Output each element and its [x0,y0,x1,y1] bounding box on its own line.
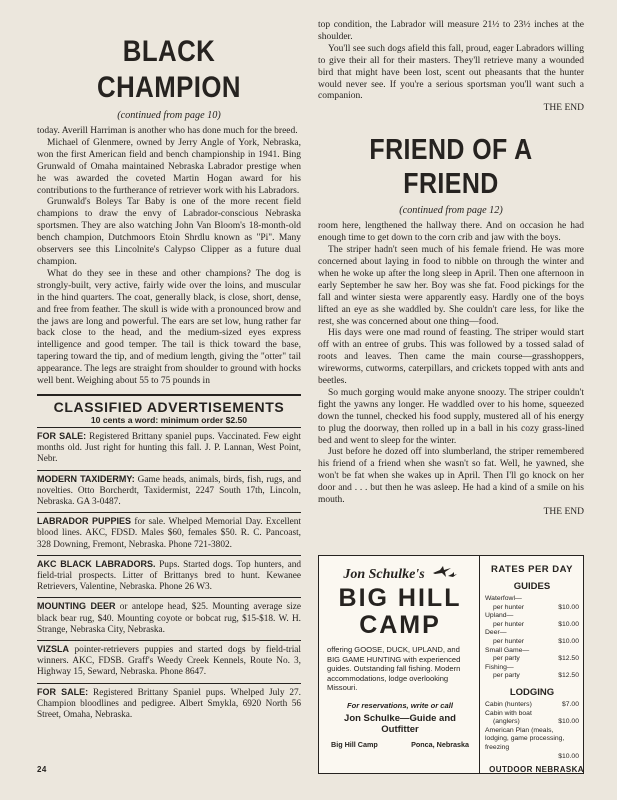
article-paragraph: today. Averill Harriman is another who has done much for the breed. [37,126,298,136]
rate-unit: per hunter [493,620,524,628]
rate-row [485,753,579,762]
article-paragraph: So much gorging would make anyone snoozy. The striper couldn't fight the yawns any longer. He waddled over to his home, squeezed down the tunnel, checked his food supply, mustered all of his energy to plug the doorway, then rolled up in a ball in his cozy grass-lined bed and went to sleep for the winter. [318,387,584,446]
ad-text: pointer-retrievers puppies and started dogs by field-trial winners. AKC, FDSB. Graff's Weedy Creek Kennels, Route No. 3, Highway 15, Seward, Nebraska. Phone 8647. [37,644,301,678]
article-paragraph: Michael of Glenmere, owned by Jerry Angle of York, Nebraska, won the first American field and bench championship in 1941. Bing Grunwald of Omaha maintained Nebraska Labrador prestige when he was awarded the coveted Martin Hogan award for his contributions to the furtherance of retriever work with his Labradors. [37,137,301,196]
rate-price: $10.00 [558,620,579,628]
article-paragraph: room here, lengthened the hallway there. And on occasion he had enough time to get down to the corn crib and jaw with the boys. [318,221,584,244]
ad-owner-name: Jon Schulke's [343,566,425,582]
friend-body [318,221,584,519]
classified-rate: 10 cents a word: minimum order $2.50 [90,414,248,425]
page-number: 24 [37,765,47,774]
classified-ad [37,512,301,555]
rate-label: Upland— [485,612,514,620]
article-paragraph: The striper hadn't seen much of his female friend. He was more concerned about laying in food to nibble on through the winter and when he woke up after the long sleep in April. Then one afternoon in early September he saw her. Boy was she fat. Food pickings for the fall and winter siesta were apparently easy. Hardly one of the boys lifted an eye as she waddled by. She couldn't care less, for like the rest, she was concerned about one thing—food. [318,245,584,327]
ad-lead: MODERN TAXIDERMY: [37,473,135,484]
black-champion-continuation [318,20,584,115]
paragraph-text: You'll see such dogs afield this fall, proud, eager Labradors willing to give their all for their masters. They'll retrieve many a wounded bird that might have been lost, scent out pheasants that the hunter would never see. If you're a serious sportsman you'll want such a companion. [318,43,584,102]
rate-label: Fishing— [485,663,514,671]
rate-unit: per hunter [493,637,524,645]
rate-label: Small Game— [485,646,530,654]
article-paragraph [318,447,584,518]
lodging-title: LODGING [509,686,555,698]
rate-label: Deer— [485,629,507,637]
classified-ad [37,597,301,640]
the-end-mark: THE END [543,103,584,114]
rate-price: $7.00 [561,700,579,708]
ad-lead: AKC BLACK LABRADORS. [37,558,156,569]
rate-row [485,621,579,630]
classified-ad [37,683,301,726]
rate-unit: (anglers) [493,718,520,726]
rate-price: $10.00 [558,752,579,760]
guides-title: GUIDES [513,581,551,592]
ad-text: Registered Brittany spaniel pups. Vaccinated. Few eight months old. Just right for hunting this fall. J. P. Lannan, West Point, Nebr. [37,431,301,465]
article-paragraph: What do they see in these and other champions? The dog is strongly-built, very active, fairly wide over the loins, and muscular in the hind quarters. The coat, generally black, is close, short, dense, and free from feather. The skull is wide with a pronounced brow and the jaws are long and powerful. The ears are set low, hung rather far back close to the head, and the medium-sized eyes express intelligence and good temper. The tail is thick toward the base, tapering toward the tip, and of medium length, giving the "otter" tail appearance. The legs are straight from shoulder to ground with hocks well bent. Weighing about 55 to 75 pounds in [37,268,301,387]
ad-lead: FOR SALE: [37,430,87,441]
black-champion-body [37,126,301,388]
classified-ad [37,640,301,683]
rate-row [485,604,579,613]
classified-divider [37,394,301,396]
the-end-mark: THE END [543,507,584,517]
ad-owner-line [327,564,473,585]
rate-price: $10.00 [558,603,579,611]
rates-title: RATES PER DAY [491,564,573,575]
ad-location: Ponca, Nebraska [411,739,469,749]
ad-title-line2: CAMP [359,611,441,639]
rate-row [485,718,579,727]
rate-label: Waterfowl— [485,595,522,602]
ad-text: for sale. Whelped Memorial Day. Excellent blood lines. AKC, FDSD. Males $60, females $50. R. C. Pancoast, 328 Downing, Fremont, Nebraska. Phone 721-3802. [37,517,301,550]
classified-ad [37,427,301,470]
page-footer [37,765,584,774]
rate-price: $12.50 [558,672,579,680]
flying-geese-icon [431,564,457,585]
article-paragraph: His days were one mad round of feasting. The striper would start off with an entree of grubs. This was followed by a tossed salad of roots and leaves. Then came the main course—grasshoppers, wireworms, cutworms, caterpillars, and crickets topped with ants and beetles. [318,328,584,387]
continued-note: (continued from page 12) [399,205,503,217]
rate-unit: per hunter [493,603,524,611]
big-hill-camp-ad [318,555,584,774]
ad-lead: LABRADOR PUPPIES [37,516,132,527]
magazine-name: OUTDOOR NEBRASKA [489,765,584,774]
ad-camp-name: Big Hill Camp [331,739,378,749]
ad-main-panel [319,556,479,773]
classified-title: CLASSIFIED ADVERTISEMENTS [53,398,285,415]
ad-text: Game heads, animals, birds, fish, rugs, and novelties. Otto Borcherdt, Taxidermist, 2247 South 17th, Lincoln, Nebraska. GA 3-0487. [37,474,301,507]
ad-address [327,740,473,749]
rate-row [485,672,579,681]
ad-lead: MOUNTING DEER [37,601,116,612]
ad-text: Pups. Started dogs. Top hunters, and field-trial prospects. Litter of Brittanys bred to hunt. Kewanee Retrievers, Valentine, Nebraska. Phone 26 W3. [37,559,301,593]
ad-text: Registered Brittany Spaniel pups. Whelped July 27. Champion bloodlines and pedigree. Albert Smykla, 6920 North 56 Street, Omaha, Nebraska. [37,687,301,720]
rate-price: $10.00 [558,637,579,645]
ad-title-line1: BIG HILL [338,584,462,612]
ad-lead: VIZSLA [37,643,70,654]
rate-unit: per party [493,655,520,663]
ad-lead: FOR SALE: [37,686,89,697]
ad-text: or antelope head, $25. Mounting average size black bear rug, $40. Mounting coyote or bobcat rug, $15-$18. W. H. Strange, Nebraska City, Nebraska. [37,602,301,635]
article-paragraph [318,44,584,115]
rate-price: $10.00 [558,718,579,726]
continued-note: (continued from page 10) [117,110,221,121]
rate-row [485,701,579,710]
classified-ad [37,470,301,513]
rate-label: Cabin with boat [485,709,532,717]
left-column [37,34,301,725]
rate-price: $12.50 [558,655,579,663]
ad-call-to-action: For reservations, write or call [347,700,453,710]
article-paragraph: top condition, the Labrador will measure 21½ to 23½ inches at the shoulder. [318,20,584,42]
rate-unit: per party [493,672,520,680]
right-column [318,20,584,519]
friend-headline: FRIEND OF A FRIEND [369,134,533,201]
rate-label: American Plan (meals, lodging, game processing, freezing [485,726,565,751]
black-champion-headline: BLACK CHAMPION [97,35,241,104]
rate-label: Cabin (hunters) [485,700,532,708]
rate-row [485,638,579,647]
paragraph-text: Just before he dozed off into slumberland, the striper remembered his friend of a friend when she wasn't so fat. Well, he yawned, she won't be fat when she wakes up in April. Then I'll go knock on her door and . . . but then he was asleep. He had a kind of a smile on his mouth. [318,447,584,506]
article-paragraph: Grunwald's Boleys Tar Baby is one of the more recent field champions to draw the envy of Labrador-conscious Nebraska sportsmen. They are also watching John Van Bloom's 18-month-old bench champion, Dutchmoors Etoin Shrdlu known as "Pi". Many observers see this Lincolnite's Calypso Clipper as a future dual champion. [37,197,301,267]
ad-description: offering GOOSE, DUCK, UPLAND, and BIG GAME HUNTING with experienced guides. Outstanding fall fishing. Modern accommodations, lodge overlooking Missouri. [327,645,461,693]
ad-rates-panel [479,556,583,773]
ad-contact: Jon Schulke—Guide and Outfitter [344,712,456,735]
classified-ad [37,555,301,598]
rate-row [485,655,579,664]
